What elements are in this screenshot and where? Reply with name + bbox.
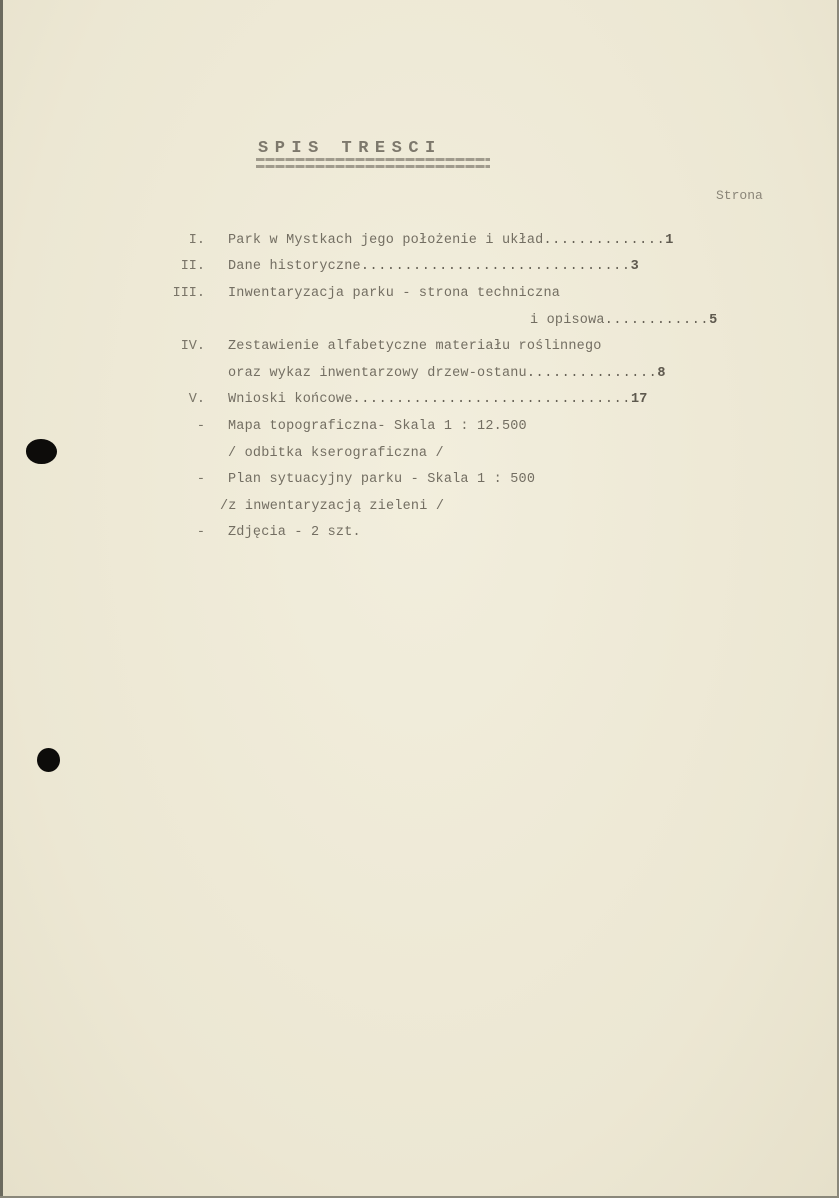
attachment-item: Zdjęcia - 2 szt. bbox=[228, 525, 361, 540]
title-underline bbox=[256, 165, 490, 168]
entry-page-number: 1 bbox=[665, 233, 674, 248]
entry-numeral: III. bbox=[172, 286, 205, 301]
toc-entry bbox=[228, 392, 648, 407]
entry-title: Dane historyczne bbox=[228, 259, 361, 274]
toc-entry bbox=[228, 259, 639, 274]
binder-hole-icon bbox=[26, 439, 57, 464]
binder-hole-icon bbox=[37, 748, 60, 772]
attachment-item: Mapa topograficzna- Skala 1 : 12.500 bbox=[228, 419, 527, 434]
dot-leader: ................................ bbox=[352, 392, 631, 407]
entry-title: Wnioski końcowe bbox=[228, 392, 353, 407]
attachment-note: /z inwentaryzacją zieleni / bbox=[220, 499, 445, 514]
toc-entry bbox=[228, 233, 674, 248]
toc-entry bbox=[228, 286, 560, 301]
attachment-item: Plan sytuacyjny parku - Skala 1 : 500 bbox=[228, 472, 536, 487]
entry-numeral: IV. bbox=[180, 339, 205, 354]
attachment-bullet: - bbox=[196, 419, 205, 434]
dot-leader: ............ bbox=[604, 313, 710, 328]
toc-entry-continuation bbox=[530, 313, 717, 328]
entry-page-number: 17 bbox=[630, 392, 648, 407]
entry-page-number: 3 bbox=[630, 259, 639, 274]
entry-numeral: I. bbox=[188, 233, 205, 248]
toc-entry bbox=[228, 339, 602, 354]
title-underline bbox=[256, 158, 490, 161]
page-edge-left bbox=[0, 0, 3, 1198]
toc-entry-continuation bbox=[228, 366, 666, 381]
entry-title: Zestawienie alfabetyczne materiału roślinnego bbox=[228, 339, 602, 354]
page-title: SPIS TRESCI bbox=[258, 139, 442, 158]
entry-title: Park w Mystkach jego położenie i układ bbox=[228, 233, 544, 248]
entry-numeral: II. bbox=[180, 259, 205, 274]
entry-title-continued: oraz wykaz inwentarzowy drzew-ostanu bbox=[228, 366, 527, 381]
entry-title-continued: i opisowa bbox=[530, 313, 605, 328]
attachment-bullet: - bbox=[196, 472, 205, 487]
dot-leader: ............................... bbox=[360, 259, 631, 274]
dot-leader: .............. bbox=[543, 233, 666, 248]
entry-page-number: 8 bbox=[657, 366, 666, 381]
entry-numeral: V. bbox=[188, 392, 205, 407]
attachment-note: / odbitka kserograficzna / bbox=[228, 446, 444, 461]
attachment-bullet: - bbox=[196, 525, 205, 540]
entry-page-number: 5 bbox=[709, 313, 718, 328]
dot-leader: ............... bbox=[526, 366, 658, 381]
entry-title: Inwentaryzacja parku - strona techniczna bbox=[228, 286, 561, 301]
page-column-header: Strona bbox=[716, 188, 763, 203]
